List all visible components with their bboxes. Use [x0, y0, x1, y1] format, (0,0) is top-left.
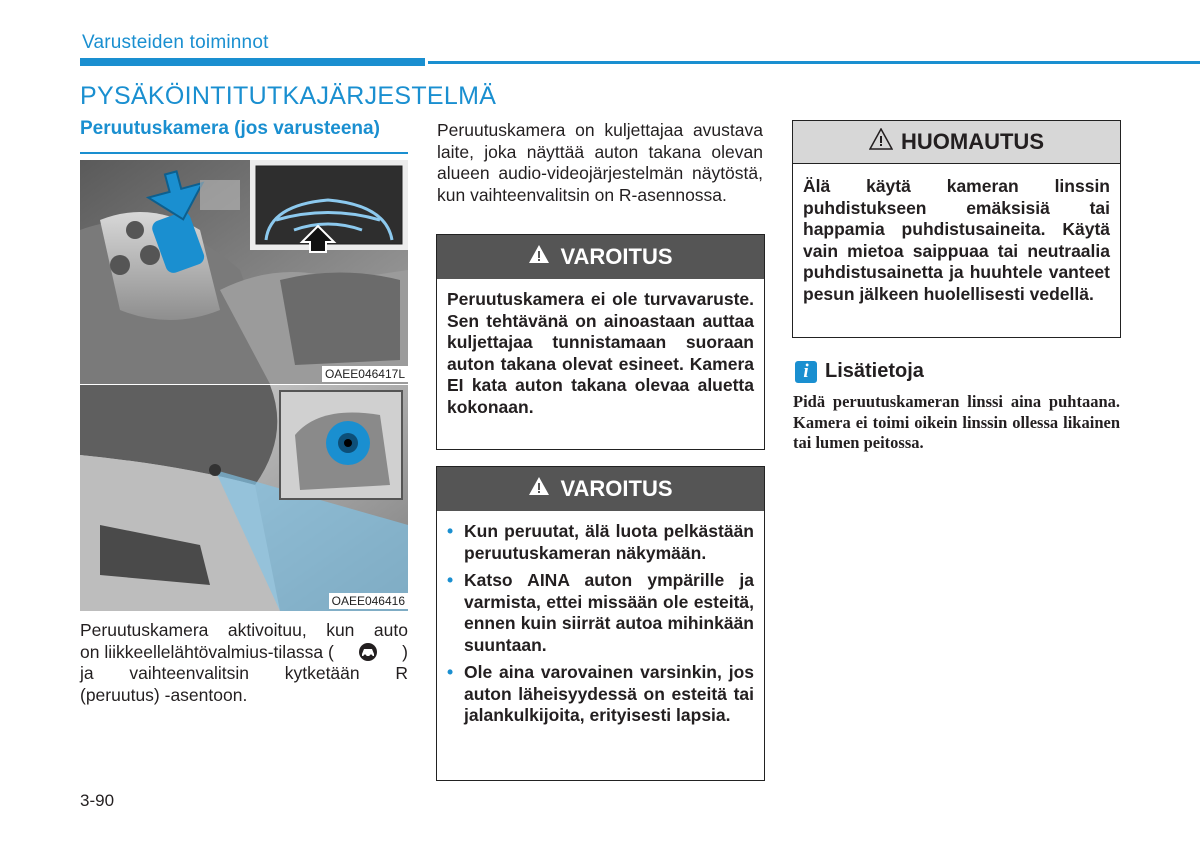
warning-header-1 — [437, 235, 764, 279]
header-rule — [428, 61, 1200, 64]
info-title: Lisätietoja — [825, 360, 924, 382]
warning-text-1: Peruutuskamera ei ole turvavaruste. Sen tehtävänä on ainoastaan auttaa kuljettajaa tunnistamaan suoraan auton takana olevat esineet. Kamera EI kata auton takana olevaa aluetta kokonaan. — [447, 289, 754, 417]
list-item: • Kun peruutat, älä luota pelkästään peruutuskameran näkymään. — [447, 521, 754, 563]
info-heading — [795, 360, 924, 383]
subtitle-rule — [80, 152, 408, 154]
warning-box-2 — [436, 466, 765, 781]
figure-label-top: OAEE046417L — [322, 366, 408, 382]
caption-line-1: Peruutuskamera aktivoituu, kun auto — [80, 620, 408, 640]
gear-selector-illustration — [80, 160, 408, 384]
warning-header-2 — [437, 467, 764, 511]
list-item: • Katso AINA auton ympärille ja varmista, ettei missään ole esteitä, ennen kuin siirrät autoa mihinkään suuntaan. — [447, 570, 754, 655]
bullet-dot-icon: • — [447, 662, 454, 682]
caption-line-2: on liikkeellelähtövalmius-tilassa ( — [80, 641, 334, 662]
list-item: • Ole aina varovainen varsinkin, jos auton läheisyydessä on esteitä tai jalankulkijoita, erityisesti lapsia. — [447, 662, 754, 725]
section-subtitle: Peruutuskamera (jos varusteena) — [80, 118, 380, 139]
warning-triangle-icon — [528, 476, 550, 502]
warning-bullet-list — [437, 511, 764, 727]
caption-line-3: ja vaihteenvalitsin kytketään R — [80, 663, 408, 683]
activation-caption — [80, 620, 408, 706]
note-box — [792, 120, 1121, 338]
bullet-dot-icon: • — [447, 521, 454, 541]
note-text: Älä käytä kameran linssin puhdistukseen emäksisiä tai happamia puhdistusaineita. Käytä vain mietoa saippuaa tai neutraalia puhdistusainetta ja huuhtele vanteet pesun jälkeen huolellisesti vedellä. — [803, 176, 1110, 304]
info-icon: i — [795, 361, 817, 383]
note-header — [793, 121, 1120, 164]
info-text: Pidä peruutuskameran linssi aina puhtaana. Kamera ei toimi oikein linssin ollessa likainen tai lumen peitossa. — [793, 392, 1120, 452]
warning-title-1: VAROITUS — [560, 244, 673, 269]
caption-line-2-end: ) — [402, 641, 408, 662]
warning-title-2: VAROITUS — [560, 476, 673, 501]
page-title: PYSÄKÖINTITUTKAJÄRJESTELMÄ — [80, 82, 497, 110]
figure-label-bottom: OAEE046416 — [329, 593, 408, 609]
page-number: 3-90 — [80, 791, 115, 810]
note-title: HUOMAUTUS — [901, 129, 1044, 154]
section-header: Varusteiden toiminnot — [82, 32, 269, 53]
header-bar — [80, 58, 425, 66]
caution-triangle-icon — [869, 128, 893, 156]
rear-camera-illustration — [80, 385, 408, 611]
car-ready-icon — [358, 643, 378, 661]
intro-paragraph: Peruutuskamera on kuljettajaa avustava laite, joka näyttää auton takana olevan alueen audio-videojärjestelmän näytöstä, kun vaihteenvalitsin on R-asennossa. — [437, 120, 763, 205]
warning-triangle-icon — [528, 244, 550, 270]
warning-box-1 — [436, 234, 765, 450]
bullet-dot-icon: • — [447, 570, 454, 590]
caption-line-4: (peruutus) -asentoon. — [80, 684, 248, 705]
